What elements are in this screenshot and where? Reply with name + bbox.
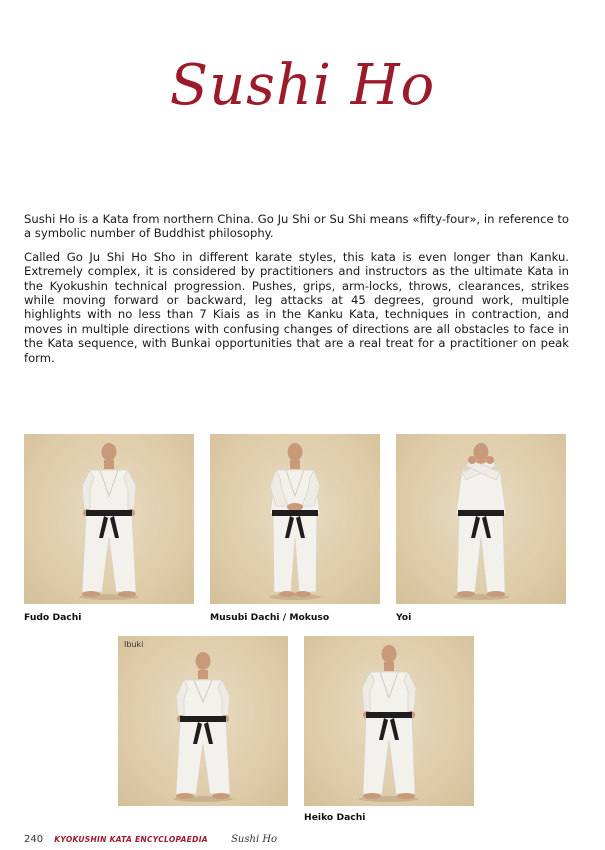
ibuki-label: Ibuki bbox=[124, 640, 144, 649]
photo-yoi bbox=[396, 434, 566, 604]
karateka-figure bbox=[304, 636, 474, 806]
karateka-figure bbox=[396, 434, 566, 604]
photo-musubi-dachi bbox=[210, 434, 380, 604]
page-title: Sushi Ho bbox=[169, 53, 436, 118]
photo-ibuki bbox=[118, 636, 288, 806]
intro-paragraph: Sushi Ho is a Kata from northern China. Go Ju Shi or Su Shi means «fifty-four», in reference to a symbolic number of Buddhist philosophy. bbox=[24, 212, 569, 241]
body-text bbox=[24, 212, 569, 374]
karateka-figure bbox=[210, 434, 380, 604]
description-paragraph: Called Go Ju Shi Ho Sho in different karate styles, this kata is even longer than Kanku. Extremely complex, it is considered by practitioners and instructors as the ultimate Kata in the Kyokushin technical progression. Pushes, grips, arm-locks, throws, clearances, strikes while moving forward or backward, leg attacks at 45 degrees, ground work, multiple highlights with no less than 7 Kiais as in the Kanku Kata, techniques in contraction, and moves in multiple directions with confusing changes of directions are all obstacles to face in the Kata sequence, with Bunkai opportunities that are a real treat for a practitioner on peak form. bbox=[24, 249, 569, 365]
section-title: Sushi Ho bbox=[231, 834, 278, 845]
page-footer bbox=[24, 834, 277, 845]
page-number: 240 bbox=[24, 834, 44, 845]
caption-fudo-dachi: Fudo Dachi bbox=[24, 612, 82, 623]
caption-yoi: Yoi bbox=[396, 612, 412, 623]
encyclopedia-title: KYOKUSHIN KATA ENCYCLOPAEDIA bbox=[54, 835, 208, 844]
karateka-figure bbox=[118, 636, 288, 806]
caption-musubi-dachi: Musubi Dachi / Mokuso bbox=[210, 612, 330, 623]
karateka-figure bbox=[24, 434, 194, 604]
photo-heiko-dachi bbox=[304, 636, 474, 806]
caption-heiko-dachi: Heiko Dachi bbox=[304, 812, 366, 823]
photo-fudo-dachi bbox=[24, 434, 194, 604]
